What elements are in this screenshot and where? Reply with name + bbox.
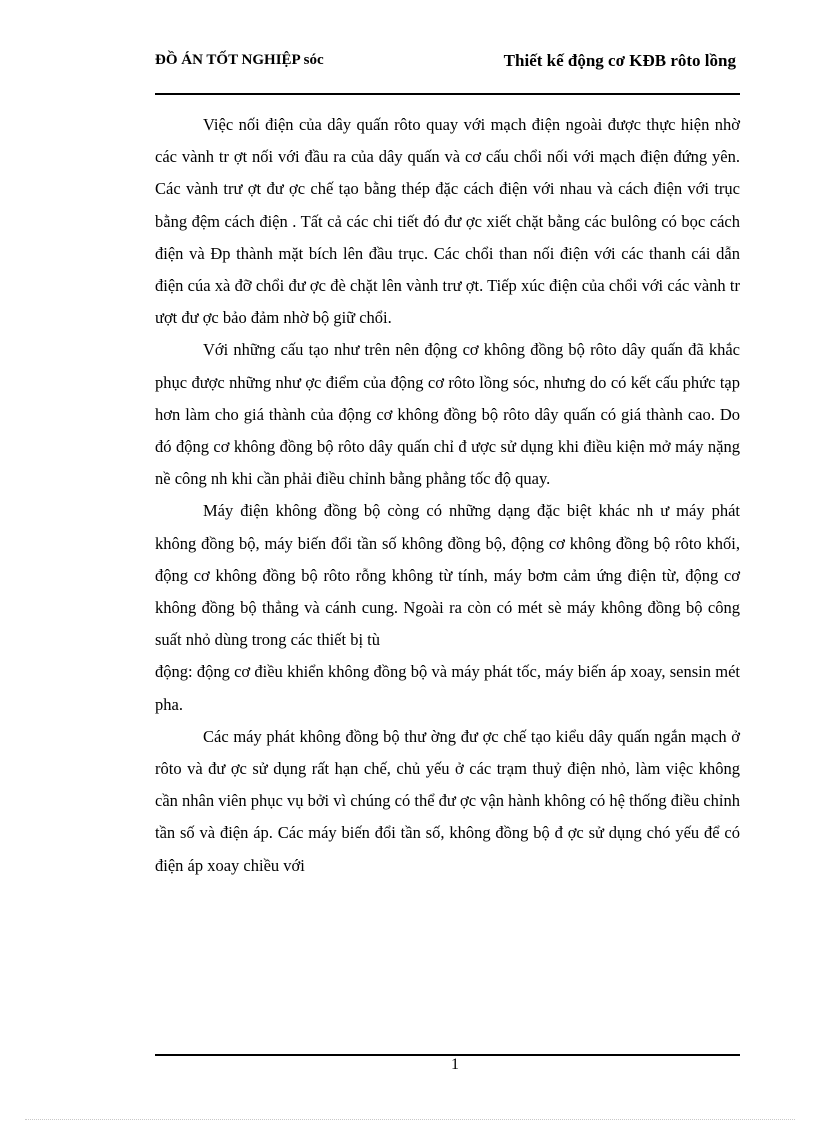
- page-number: 1: [451, 1056, 459, 1073]
- paragraph: Việc nối điện của dây quấn rôto quay với mạch điện ngoài được thực hiện nhờ các vành tr ợt nối với đầu ra của dây quấn và cơ cấu chổi nối với mạch điện đứng yên. Các vành trư ợt đư ợc chế tạo bằng thép đặc cách điện với nhau và cách điện với trục bằng đệm cách điện . Tất cả các chi tiết đó đư ợc xiết chặt bằng các bulông có bọc cách điện và Đp thành mặt bích lên đầu trục. Các chổi than nối điện với các thanh cái dẫn điện cúa xà đỡ chổi đư ợc đè chặt lên vành trư ợt. Tiếp xúc điện của chổi với các vành tr ượt đư ợc bảo đảm nhờ bộ giữ chổi.: [155, 115, 740, 328]
- paragraph: động: động cơ điều khiển không đồng bộ và máy phát tốc, máy biến áp xoay, sensin mét pha.: [155, 662, 740, 714]
- page-header: [155, 50, 740, 94]
- paragraph: Máy điện không đồng bộ còng có những dạng đặc biệt khác nh ư máy phát không đồng bộ, máy biến đổi tần số không đồng bộ, động cơ không đồng bộ rôto khối, động cơ không đồng bộ rôto rỗng không từ tính, máy bơm cảm ứng điện từ, động cơ không đồng bộ thẳng và cánh cung. Ngoài ra còn có mét sè máy không đồng bộ công suất nhỏ dùng trong các thiết bị tù: [155, 501, 740, 650]
- paragraph: Các máy phát không đồng bộ thư ờng đư ợc chế tạo kiểu dây quấn ngắn mạch ở rôto và đư ợc sử dụng rất hạn chế, chủ yếu ở các trạm thuỷ điện nhỏ, làm việc không cần nhân viên phục vụ bởi vì chúng có thể đư ợc vận hành không có hệ thống điều chỉnh tần số và điện áp. Các máy biến đổi tần số, không đồng bộ đ ợc sử dụng chó yếu để có điện áp xoay chiều với: [155, 726, 740, 875]
- header-right-title: Thiết kế động cơ KĐB rôto lồng: [503, 51, 736, 70]
- paragraph: Với những cấu tạo như trên nên động cơ không đồng bộ rôto dây quấn đã khắc phục được những như ợc điểm của động cơ rôto lồng sóc, nhưng do có kết cấu phức tạp hơn làm cho giá thành của động cơ không đồng bộ rôto dây quấn có giá thành cao. Do đó động cơ không đồng bộ rôto dây quấn chỉ đ ược sử dụng khi điều kiện mở máy nặng nề công nh khi cần phải điều chỉnh bằng phẳng tốc độ quay.: [155, 340, 740, 489]
- header-divider: [155, 93, 740, 95]
- header-left-title: ĐỒ ÁN TỐT NGHIỆP sóc: [155, 52, 324, 68]
- page-bottom-border: [25, 1119, 795, 1120]
- document-body: [155, 109, 740, 882]
